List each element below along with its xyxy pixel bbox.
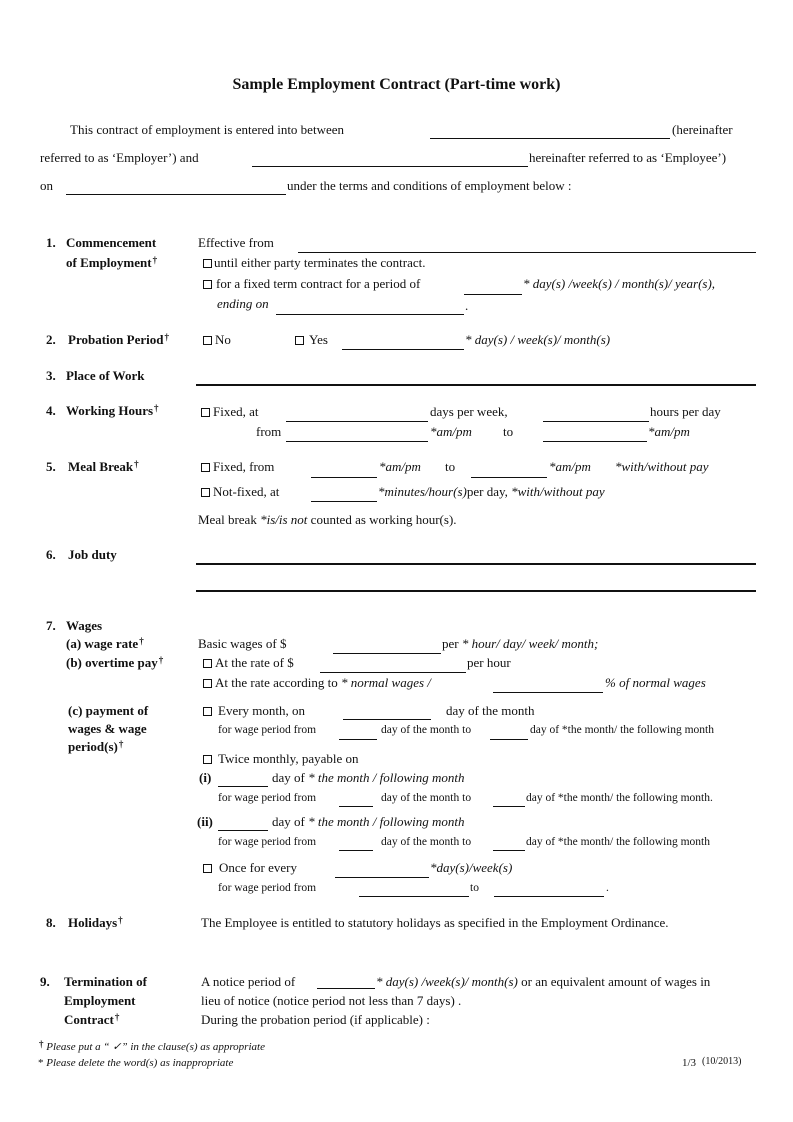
meal-duration-units: *minutes/hour(s)per day, *with/without pay bbox=[378, 484, 605, 499]
dotm-to-1: day of the month to bbox=[381, 724, 472, 736]
meal-fixed-label: Fixed, from bbox=[213, 459, 275, 474]
payment-heading-3: period(s)† bbox=[68, 739, 124, 754]
notice-line-3: During the probation period (if applicable) : bbox=[201, 1012, 430, 1027]
section-5-heading: Meal Break† bbox=[68, 459, 139, 474]
from-label: from bbox=[256, 424, 282, 439]
ending-period: . bbox=[465, 298, 469, 313]
twice-monthly-checkbox[interactable] bbox=[203, 755, 212, 764]
section-2-number: 2. bbox=[46, 332, 56, 347]
notice-period-label: A notice period of bbox=[201, 974, 296, 989]
every-month-day-label: day of the month bbox=[446, 703, 535, 718]
probation-yes-checkbox[interactable] bbox=[295, 336, 304, 345]
dagger-mark: † bbox=[154, 403, 159, 413]
wage-period-to-2[interactable] bbox=[493, 806, 525, 807]
overtime-pay-heading: (b) overtime pay† bbox=[66, 655, 164, 670]
fixed-term-label: for a fixed term contract for a period of bbox=[216, 276, 421, 291]
meal-fixed-checkbox[interactable] bbox=[201, 463, 210, 472]
to-ampm: *am/pm bbox=[648, 424, 690, 439]
section-1-heading-2: of Employment† bbox=[66, 255, 158, 270]
basic-wages-label: Basic wages of $ bbox=[198, 636, 287, 651]
probation-no-checkbox[interactable] bbox=[203, 336, 212, 345]
intro-line3-end: under the terms and conditions of employment below : bbox=[287, 178, 572, 193]
until-terminate-checkbox[interactable] bbox=[203, 259, 212, 268]
meal-break-note: Meal break *is/is not counted as working hour(s). bbox=[198, 512, 457, 527]
section-2-heading: Probation Period† bbox=[68, 332, 169, 347]
notice-period-rest: * day(s) /week(s)/ month(s) or an equivalent amount of wages in bbox=[376, 974, 711, 989]
meal-notfixed-checkbox[interactable] bbox=[201, 488, 210, 497]
meal-from-ampm: *am/pm bbox=[379, 459, 421, 474]
footnote-1: † Please put a “ ✓” in the clause(s) as appropriate bbox=[39, 1039, 265, 1053]
dagger-mark: † bbox=[152, 255, 158, 265]
wage-period-from-2[interactable] bbox=[339, 806, 373, 807]
wage-period-to-3[interactable] bbox=[493, 850, 525, 851]
job-duty-field-2[interactable] bbox=[196, 590, 756, 592]
meal-notfixed-label: Not-fixed, at bbox=[213, 484, 280, 499]
item-ii-label: (ii) bbox=[197, 814, 213, 829]
section-1-heading: Commencement bbox=[66, 235, 157, 250]
intro-line2-end: hereinafter referred to as ‘Employee’) bbox=[529, 150, 727, 165]
item-ii-day-field[interactable] bbox=[218, 830, 268, 831]
twice-monthly-label: Twice monthly, payable on bbox=[218, 751, 359, 766]
dotm-to-2: day of the month to bbox=[381, 792, 472, 804]
wage-period-label-3: for wage period from bbox=[218, 836, 317, 848]
days-per-week-field[interactable] bbox=[286, 421, 428, 422]
overtime-rate-field[interactable] bbox=[320, 672, 466, 673]
dagger-mark: † bbox=[134, 459, 139, 469]
probation-period-field[interactable] bbox=[342, 349, 464, 350]
doft-1: day of *the month/ the following month bbox=[530, 724, 714, 736]
job-duty-field-1[interactable] bbox=[196, 563, 756, 565]
doft-2: day of *the month/ the following month. bbox=[526, 792, 713, 804]
section-7-heading: Wages bbox=[66, 618, 103, 633]
meal-from-field[interactable] bbox=[311, 477, 377, 478]
dagger-mark: † bbox=[164, 332, 169, 342]
dagger-mark: † bbox=[139, 636, 144, 646]
dagger-mark: † bbox=[118, 739, 124, 749]
wage-period-to-1[interactable] bbox=[490, 739, 528, 740]
hours-per-day-label: hours per day bbox=[650, 404, 721, 419]
overtime-rate-checkbox[interactable] bbox=[203, 659, 212, 668]
once-period-dot: . bbox=[606, 882, 609, 894]
section-9-heading-1: Termination of bbox=[64, 974, 147, 989]
item-ii-dayof: day of * the month / following month bbox=[272, 814, 465, 829]
once-every-label: Once for every bbox=[219, 860, 297, 875]
ending-on-label: ending on bbox=[217, 296, 269, 311]
intro-line2-text: referred to as ‘Employer’) and bbox=[40, 150, 199, 165]
employee-name-field[interactable] bbox=[252, 166, 528, 167]
overtime-rate-label: At the rate of $ bbox=[215, 655, 294, 670]
section-9-number: 9. bbox=[40, 974, 50, 989]
overtime-percent-field[interactable] bbox=[493, 692, 603, 693]
item-i-dayof: day of * the month / following month bbox=[272, 770, 465, 785]
footnote-2: * Please delete the word(s) as inappropriate bbox=[38, 1057, 234, 1069]
section-9-heading-2: Employment bbox=[64, 993, 136, 1008]
probation-no-label: No bbox=[215, 332, 231, 347]
wage-period-label-1: for wage period from bbox=[218, 724, 317, 736]
every-month-label: Every month, on bbox=[218, 703, 306, 718]
notice-line-2: lieu of notice (notice period not less than 7 days) . bbox=[201, 993, 462, 1008]
section-1-number: 1. bbox=[46, 235, 56, 250]
meal-to-ampm: *am/pm bbox=[549, 459, 591, 474]
basic-wages-per: per * hour/ day/ week/ month; bbox=[442, 636, 599, 651]
section-7-number: 7. bbox=[46, 618, 56, 633]
basic-wages-field[interactable] bbox=[333, 653, 441, 654]
meal-with-without-pay: *with/without pay bbox=[615, 459, 709, 474]
item-i-label: (i) bbox=[199, 770, 212, 785]
dotm-to-3: day of the month to bbox=[381, 836, 472, 848]
overtime-normal-checkbox[interactable] bbox=[203, 679, 212, 688]
section-5-number: 5. bbox=[46, 459, 56, 474]
hours-per-day-field[interactable] bbox=[543, 421, 649, 422]
holidays-text: The Employee is entitled to statutory holidays as specified in the Employment Ordinance. bbox=[201, 915, 669, 930]
probation-units: * day(s) / week(s)/ month(s) bbox=[465, 332, 611, 347]
intro-line1-end: (hereinafter bbox=[672, 122, 733, 137]
probation-yes-label: Yes bbox=[309, 332, 328, 347]
page-number: 1/3 bbox=[682, 1057, 697, 1069]
ending-on-field[interactable] bbox=[276, 314, 464, 315]
payment-heading-2: wages & wage bbox=[68, 721, 147, 736]
wage-period-from-1[interactable] bbox=[339, 739, 377, 740]
wage-rate-heading: (a) wage rate† bbox=[66, 636, 144, 651]
wage-period-from-3[interactable] bbox=[339, 850, 373, 851]
fixed-term-checkbox[interactable] bbox=[203, 280, 212, 289]
page-title: Sample Employment Contract (Part-time work) bbox=[232, 76, 561, 93]
days-per-week-label: days per week, bbox=[430, 404, 508, 419]
dagger-mark: † bbox=[114, 1012, 120, 1022]
every-month-day-field[interactable] bbox=[343, 719, 431, 720]
contract-date-field[interactable] bbox=[66, 194, 286, 195]
once-every-checkbox[interactable] bbox=[203, 864, 212, 873]
section-6-heading: Job duty bbox=[68, 547, 117, 562]
place-of-work-field[interactable] bbox=[196, 384, 756, 386]
once-period-from-field[interactable] bbox=[359, 896, 469, 897]
effective-from-label: Effective from bbox=[198, 235, 274, 250]
working-from-field[interactable] bbox=[286, 441, 428, 442]
meal-duration-field[interactable] bbox=[311, 501, 377, 502]
overtime-normal-label: At the rate according to * normal wages / bbox=[215, 675, 431, 690]
once-period-to-field[interactable] bbox=[494, 896, 604, 897]
once-every-units: *day(s)/week(s) bbox=[430, 860, 513, 875]
once-every-field[interactable] bbox=[335, 877, 429, 878]
fixed-term-units: * day(s) /week(s) / month(s)/ year(s), bbox=[523, 276, 716, 291]
doft-3: day of *the month/ the following month bbox=[526, 836, 710, 848]
employer-name-field[interactable] bbox=[430, 138, 670, 139]
version-label: (10/2013) bbox=[702, 1056, 742, 1067]
effective-from-field[interactable] bbox=[298, 252, 756, 253]
wage-period-label-2: for wage period from bbox=[218, 792, 317, 804]
intro-line3-on: on bbox=[40, 178, 53, 193]
payment-heading-1: (c) payment of bbox=[68, 703, 149, 718]
section-4-heading: Working Hours† bbox=[66, 403, 159, 418]
from-ampm: *am/pm bbox=[430, 424, 472, 439]
section-6-number: 6. bbox=[46, 547, 56, 562]
section-3-number: 3. bbox=[46, 368, 56, 383]
section-9-heading-3: Contract† bbox=[64, 1012, 120, 1027]
section-8-number: 8. bbox=[46, 915, 56, 930]
section-3-heading: Place of Work bbox=[66, 368, 145, 383]
dagger-mark: † bbox=[158, 655, 164, 665]
until-terminate-label: until either party terminates the contract. bbox=[214, 255, 426, 270]
section-4-number: 4. bbox=[46, 403, 56, 418]
overtime-percent-label: % of normal wages bbox=[605, 675, 706, 690]
meal-to-label: to bbox=[445, 459, 456, 474]
dagger-mark: † bbox=[118, 915, 123, 925]
section-8-heading: Holidays† bbox=[68, 915, 123, 930]
fixed-at-label: Fixed, at bbox=[213, 404, 259, 419]
to-label: to bbox=[503, 424, 514, 439]
working-hours-fixed-checkbox[interactable] bbox=[201, 408, 210, 417]
wage-period-label-4: for wage period from bbox=[218, 882, 317, 894]
fixed-term-period-field[interactable] bbox=[464, 294, 522, 295]
intro-line1-text: This contract of employment is entered into between bbox=[70, 122, 344, 137]
overtime-per-hour: per hour bbox=[467, 655, 511, 670]
meal-to-field[interactable] bbox=[471, 477, 547, 478]
working-to-field[interactable] bbox=[543, 441, 647, 442]
once-to-label: to bbox=[470, 882, 479, 894]
item-i-day-field[interactable] bbox=[218, 786, 268, 787]
every-month-checkbox[interactable] bbox=[203, 707, 212, 716]
notice-period-field[interactable] bbox=[317, 988, 375, 989]
